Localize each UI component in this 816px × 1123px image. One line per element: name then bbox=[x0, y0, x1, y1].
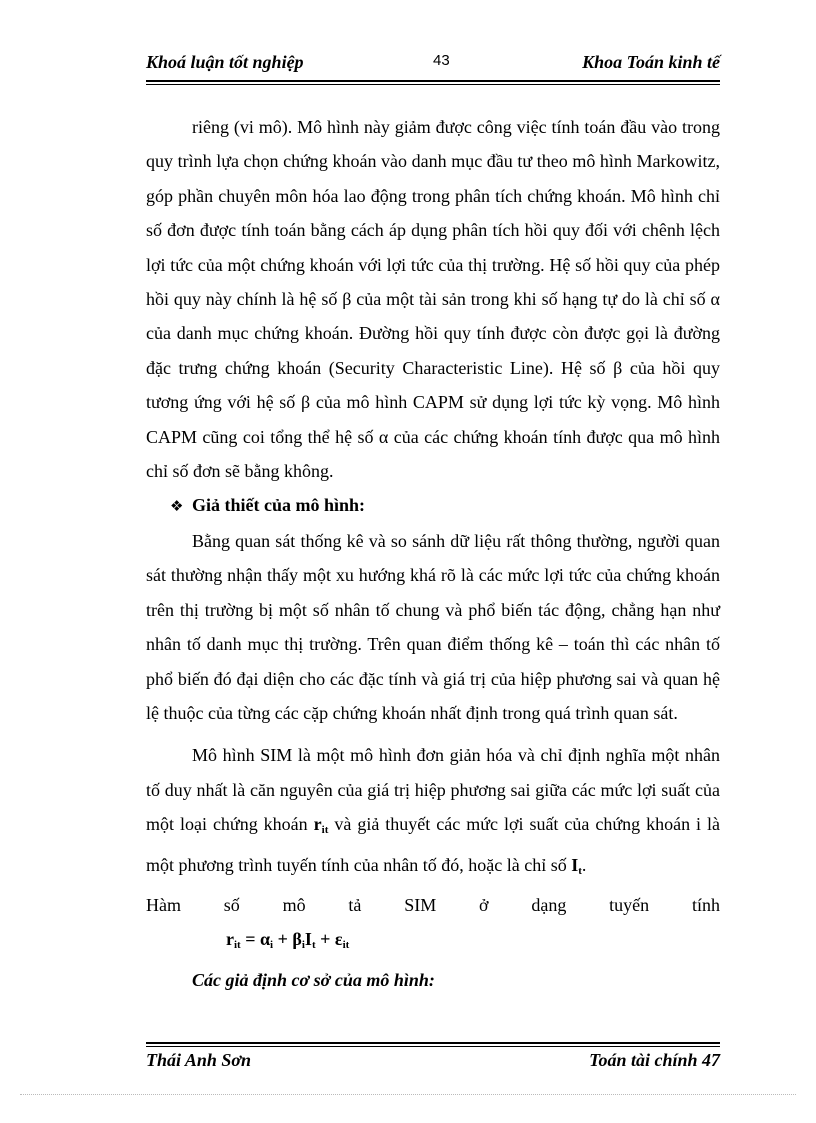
footer-author: Thái Anh Sơn bbox=[146, 1050, 252, 1070]
variable-r-it: rit bbox=[313, 814, 329, 837]
page-number: 43 bbox=[433, 52, 450, 69]
section-heading bbox=[146, 488, 720, 523]
variable-I-t: It bbox=[571, 854, 582, 877]
header-faculty: Khoa Toán kinh tế bbox=[582, 52, 720, 72]
footer-course: Toán tài chính 47 bbox=[589, 1050, 720, 1070]
page-boundary bbox=[20, 1094, 796, 1095]
diamond-bullet-icon: ❖ bbox=[170, 497, 184, 516]
header-rule-thin bbox=[146, 84, 720, 85]
linear-form-line: Hàm số mô tả SIM ở dạng tuyến tính bbox=[146, 894, 720, 915]
header-rule-thick bbox=[146, 80, 720, 82]
page-footer bbox=[146, 1048, 720, 1076]
page-body bbox=[146, 110, 720, 997]
sim-formula: $r_{it} = \alpha_i + \beta_iI_t + \varepsilon_{it}$ bbox=[226, 929, 350, 952]
paragraph-sim-definition: Mô hình SIM là một mô hình đơn giản hóa và chỉ định nghĩa một nhân tố duy nhất là căn nguyên của giá trị hiệp phương sai giữa các mức lợi suất của một loại chứng khoán rit và giả thuyết các mức lợi suất của chứng khoán i là một phương trình tuyến tính của nhân tố đó, hoặc là chỉ số It. bbox=[146, 745, 721, 877]
page-header bbox=[146, 50, 720, 78]
section-heading-text: Giả thiết của mô hình: bbox=[192, 495, 366, 516]
header-thesis-title: Khoá luận tốt nghiệp bbox=[146, 52, 304, 72]
subheading-assumptions: Các giả định cơ sở của mô hình: bbox=[192, 969, 435, 990]
paragraph-observation: Bằng quan sát thống kê và so sánh dữ liệu rất thông thường, người quan sát thường nhận thấy một xu hướng khá rõ là các mức lợi tức của chứng khoán trên thị trường bị một số nhân tố chung và phổ biến tác động, chẳng hạn như nhân tố danh mục thị trường. Trên quan điểm thống kê – toán thì các nhân tố phổ biến đó đại diện cho các đặc tính và giá trị của hiệp phương sai và quan hệ lệ thuộc của từng các cặp chứng khoán nhất định trong quá trình quan sát. bbox=[146, 530, 720, 723]
footer-rule-thin bbox=[146, 1046, 720, 1047]
footer-rule-thick bbox=[146, 1042, 720, 1044]
paragraph-sim-description: riêng (vi mô). Mô hình này giảm được công việc tính toán đầu vào trong quy trình lựa chọn chứng khoán vào danh mục đầu tư theo mô hình Markowitz, góp phần chuyên môn hóa lao động trong phân tích chứng khoán. Mô hình chỉ số đơn được tính toán bằng cách áp dụng phân tích hồi quy đối với chênh lệch lợi tức của một chứng khoán với lợi tức của thị trường. Hệ số hồi quy của phép hồi quy này chính là hệ số β của một tài sản trong khi số hạng tự do là chỉ số α của danh mục chứng khoán. Đường hồi quy tính được còn được gọi là đường đặc trưng chứng khoán (Security Characteristic Line). Hệ số β của hồi quy tương ứng với hệ số β của mô hình CAPM sử dụng lợi tức kỳ vọng. Mô hình CAPM cũng coi tổng thể hệ số α của các chứng khoán tính được qua mô hình chỉ số đơn sẽ bằng không. bbox=[146, 117, 720, 482]
